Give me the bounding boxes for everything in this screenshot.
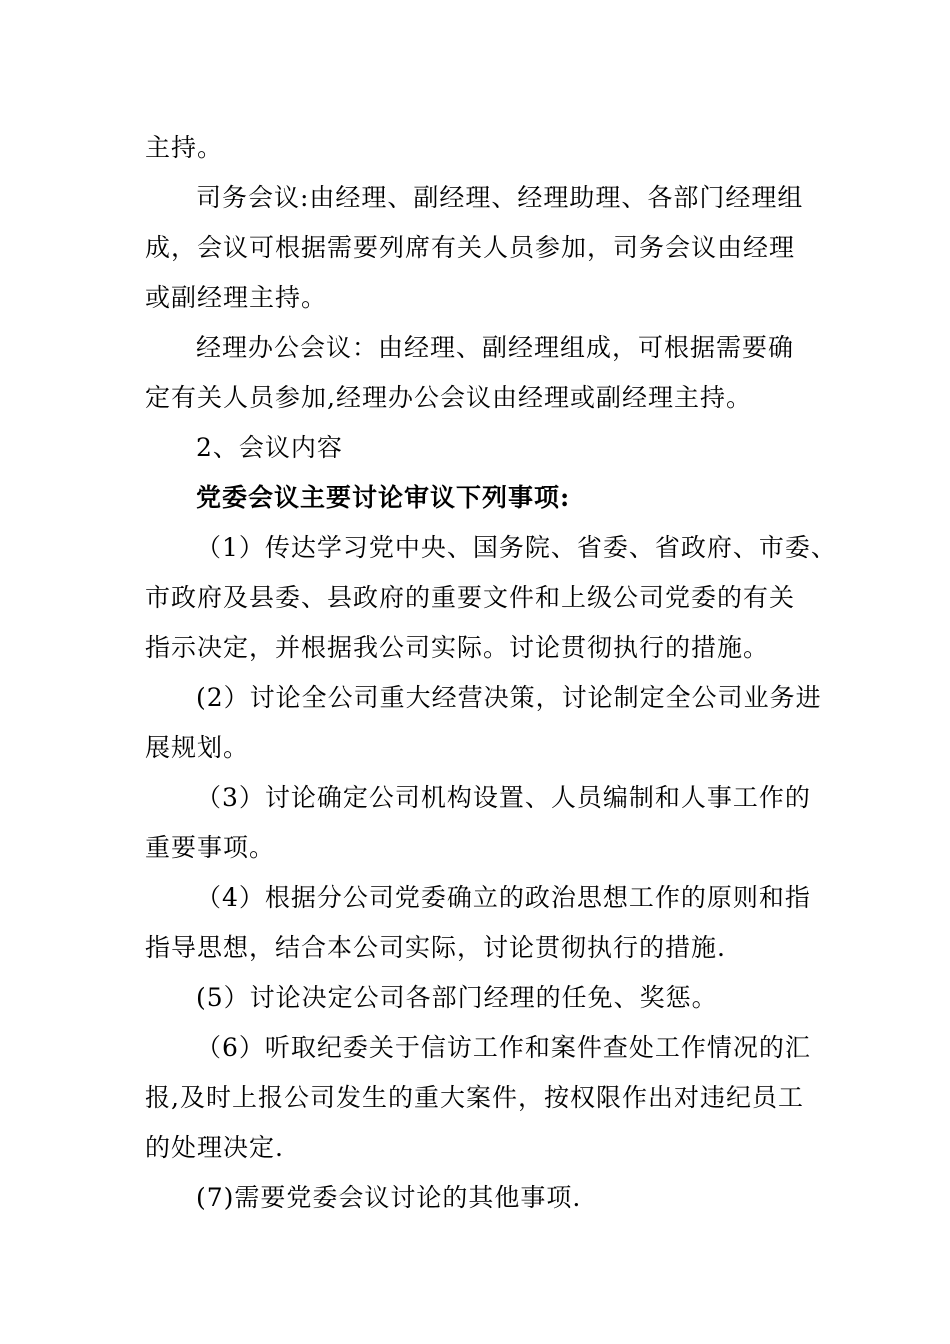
text-line: 的处理决定. <box>145 1133 284 1162</box>
text-line: （4）根据分公司党委确立的政治思想工作的原则和指 <box>196 883 811 912</box>
text-line: (7)需要党委会议讨论的其他事项. <box>196 1183 582 1212</box>
text-line: 司务会议:由经理、副经理、经理助理、各部门经理组 <box>196 183 804 212</box>
text-line: 市政府及县委、县政府的重要文件和上级公司党委的有关 <box>145 583 796 612</box>
bold-heading: 党委会议主要讨论审议下列事项: <box>196 483 571 512</box>
text-line: (5）讨论决定公司各部门经理的任免、奖惩。 <box>196 983 718 1012</box>
text-line: 报,及时上报公司发生的重大案件，按权限作出对违纪员工 <box>145 1083 804 1112</box>
text-line: 指示决定，并根据我公司实际。讨论贯彻执行的措施。 <box>145 633 770 662</box>
text-line: (2）讨论全公司重大经营决策，讨论制定全公司业务进 <box>196 683 822 712</box>
text-line: （3）讨论确定公司机构设置、人员编制和人事工作的 <box>196 783 811 812</box>
text-line: （6）听取纪委关于信访工作和案件查处工作情况的汇 <box>196 1033 811 1062</box>
text-line: （1）传达学习党中央、国务院、省委、省政府、市委、 <box>196 533 837 562</box>
text-line: 重要事项。 <box>145 833 276 862</box>
text-line: 成，会议可根据需要列席有关人员参加，司务会议由经理 <box>145 233 796 262</box>
section-heading: 2、会议内容 <box>196 433 343 462</box>
text-line: 经理办公会议：由经理、副经理组成，可根据需要确 <box>196 333 795 362</box>
text-line: 定有关人员参加,经理办公会议由经理或副经理主持。 <box>145 383 752 412</box>
text-line: 主持。 <box>145 133 224 162</box>
text-line: 指导思想，结合本公司实际，讨论贯彻执行的措施. <box>145 933 726 962</box>
text-line: 展规划。 <box>145 733 250 762</box>
text-line: 或副经理主持。 <box>145 283 328 312</box>
